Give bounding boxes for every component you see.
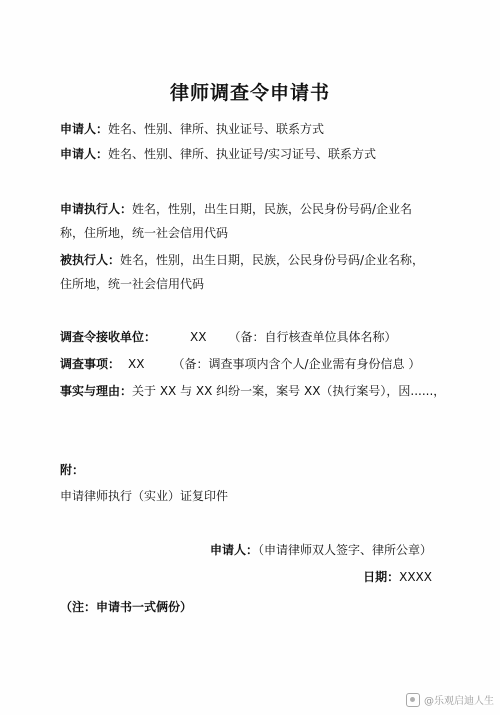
- facts-text: 关于 XX 与 XX 纠纷一案，案号 XX（执行案号），因......，: [132, 384, 446, 398]
- date-line: [363, 568, 432, 585]
- enforced-person-line1: 姓名，性别，出生日期，民族，公民身份号码/企业名称，: [120, 253, 425, 267]
- watermark-text: @乐观启迪人生: [424, 696, 494, 707]
- facts-line: [60, 380, 445, 402]
- receiver-note: （备：自行核查单位具体名称）: [228, 330, 397, 344]
- enforce-applicant-line2: 称，住所地，统一社会信用代码: [60, 226, 229, 240]
- signature-line: [210, 541, 432, 558]
- date-label: 日期：: [363, 570, 400, 584]
- applicant-text: 姓名、性别、律所、执业证号/实习证号、联系方式: [108, 147, 377, 161]
- applicant-label: 申请人：: [60, 122, 109, 136]
- watermark: [406, 692, 494, 707]
- footnote: （注：申请书一式俩份）: [60, 600, 193, 614]
- signature-text: （申请律师双人签字、律所公章）: [257, 543, 432, 557]
- facts-label: 事实与理由：: [60, 384, 133, 398]
- receiver-line: [60, 326, 396, 348]
- matter-line: [60, 353, 420, 375]
- receiver-label: 调查令接收单位：: [60, 330, 157, 344]
- applicant-line-1: [60, 118, 324, 140]
- signature-label: 申请人：: [209, 543, 258, 557]
- enforce-applicant-paragraph: [60, 197, 440, 245]
- document-title: 律师调查令申请书: [169, 82, 330, 104]
- applicant-line-2: [60, 143, 376, 165]
- matter-label: 调查事项：: [60, 357, 121, 371]
- date-value: XXXX: [399, 570, 432, 584]
- attachment-label: 附：: [60, 463, 85, 477]
- enforce-applicant-label: 申请执行人：: [60, 202, 133, 216]
- camera-icon: [406, 693, 420, 707]
- enforce-applicant-line1: 姓名，性别，出生日期，民族，公民身份号码/企业名: [132, 202, 413, 216]
- enforced-person-paragraph: [60, 248, 440, 296]
- attachment-text: 申请律师执行（实业）证复印件: [60, 489, 229, 503]
- enforced-person-label: 被执行人：: [60, 253, 121, 267]
- matter-value: XX: [128, 357, 145, 371]
- receiver-value: XX: [190, 330, 207, 344]
- applicant-text: 姓名、性别、律所、执业证号、联系方式: [108, 122, 325, 136]
- enforced-person-line2: 住所地，统一社会信用代码: [60, 277, 205, 291]
- applicant-label: 申请人：: [60, 147, 109, 161]
- matter-note: （备：调查事项内含个人/企业需有身份信息 ）: [172, 357, 421, 371]
